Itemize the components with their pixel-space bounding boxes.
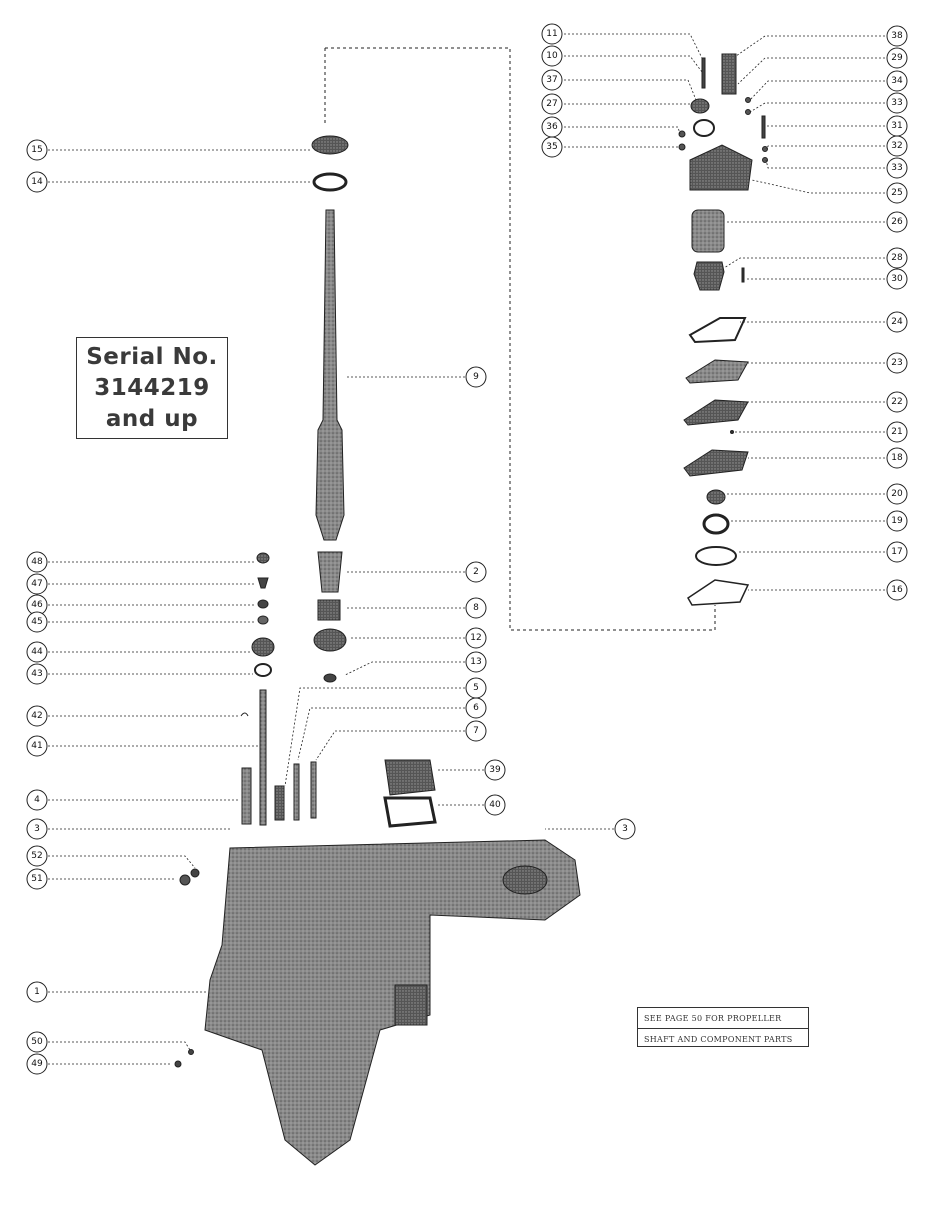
pump-cover — [690, 145, 752, 190]
svg-text:4: 4 — [34, 795, 40, 805]
svg-text:47: 47 — [31, 579, 43, 589]
svg-text:24: 24 — [891, 317, 903, 327]
gasket-upper — [690, 318, 745, 342]
svg-text:29: 29 — [891, 53, 903, 63]
callout-36 — [542, 117, 562, 137]
callout-49 — [27, 1054, 47, 1074]
svg-text:5: 5 — [473, 683, 479, 693]
callout-27 — [542, 94, 562, 114]
svg-text:15: 15 — [31, 145, 43, 155]
callout-35 — [542, 137, 562, 157]
svg-text:32: 32 — [891, 141, 903, 151]
callout-9 — [466, 367, 486, 387]
impeller — [694, 262, 724, 290]
callout-42 — [27, 706, 47, 726]
svg-text:13: 13 — [470, 657, 482, 667]
svg-text:33: 33 — [891, 98, 903, 108]
callout-15 — [27, 140, 47, 160]
callout-4 — [27, 790, 47, 810]
dashed-connector — [325, 48, 715, 630]
reference-note — [637, 1007, 809, 1047]
svg-text:34: 34 — [891, 76, 903, 86]
svg-text:49: 49 — [31, 1059, 43, 1069]
gasket-lower — [684, 400, 748, 425]
svg-text:27: 27 — [546, 99, 558, 109]
callout-50 — [27, 1032, 47, 1052]
reference-note-line-1: SEE PAGE 50 FOR PROPELLER — [644, 1013, 782, 1023]
callout-26 — [887, 212, 907, 232]
svg-text:46: 46 — [31, 600, 43, 610]
callout-33-a — [887, 93, 907, 113]
svg-text:1: 1 — [34, 987, 40, 997]
callout-39 — [485, 760, 505, 780]
callout-23 — [887, 353, 907, 373]
svg-text:41: 41 — [31, 741, 43, 751]
callout-30 — [887, 269, 907, 289]
callout-33-b — [887, 158, 907, 178]
shift-parts-group — [241, 553, 316, 825]
o-ring — [314, 174, 346, 190]
svg-text:21: 21 — [891, 427, 903, 437]
callout-48 — [27, 552, 47, 572]
svg-text:40: 40 — [489, 800, 501, 810]
svg-text:9: 9 — [473, 372, 479, 382]
svg-text:6: 6 — [473, 703, 479, 713]
svg-text:37: 37 — [546, 75, 558, 85]
svg-text:28: 28 — [891, 253, 903, 263]
svg-text:23: 23 — [891, 358, 903, 368]
callout-24 — [887, 312, 907, 332]
svg-text:19: 19 — [891, 516, 903, 526]
callout-12 — [466, 628, 486, 648]
svg-text:3: 3 — [622, 824, 628, 834]
callout-44 — [27, 642, 47, 662]
svg-text:33: 33 — [891, 163, 903, 173]
svg-text:20: 20 — [891, 489, 903, 499]
svg-text:26: 26 — [891, 217, 903, 227]
callout-14 — [27, 172, 47, 192]
svg-text:39: 39 — [489, 765, 501, 775]
callout-45 — [27, 612, 47, 632]
callout-3-left — [27, 819, 47, 839]
face-plate — [686, 360, 748, 383]
callout-11 — [542, 24, 562, 44]
callout-20 — [887, 484, 907, 504]
gasket-pair — [385, 760, 435, 826]
svg-text:14: 14 — [31, 177, 43, 187]
callout-43 — [27, 664, 47, 684]
svg-text:30: 30 — [891, 274, 903, 284]
svg-text:12: 12 — [470, 633, 482, 643]
callout-51 — [27, 869, 47, 889]
serial-line-2: 3144219 — [94, 374, 210, 401]
callout-7 — [466, 721, 486, 741]
callout-25 — [887, 183, 907, 203]
svg-text:22: 22 — [891, 397, 903, 407]
callout-17 — [887, 542, 907, 562]
svg-text:43: 43 — [31, 669, 43, 679]
svg-text:36: 36 — [546, 122, 558, 132]
drive-shaft-group — [312, 136, 348, 682]
svg-text:52: 52 — [31, 851, 43, 861]
callout-32 — [887, 136, 907, 156]
svg-text:51: 51 — [31, 874, 43, 884]
svg-text:25: 25 — [891, 188, 903, 198]
svg-text:3: 3 — [34, 824, 40, 834]
gear-housing — [175, 840, 580, 1165]
serial-number-note — [76, 337, 228, 439]
svg-text:44: 44 — [31, 647, 43, 657]
callout-2 — [466, 562, 486, 582]
serial-line-3: and up — [105, 405, 199, 432]
callout-37 — [542, 70, 562, 90]
callout-18 — [887, 448, 907, 468]
svg-text:45: 45 — [31, 617, 43, 627]
water-pump-group — [679, 54, 768, 605]
callout-3-right — [615, 819, 635, 839]
callout-29 — [887, 48, 907, 68]
callout-13 — [466, 652, 486, 672]
svg-text:35: 35 — [546, 142, 558, 152]
callout-8 — [466, 598, 486, 618]
pump-insert — [692, 210, 724, 252]
callout-19 — [887, 511, 907, 531]
callout-38 — [887, 26, 907, 46]
callout-52 — [27, 846, 47, 866]
svg-text:42: 42 — [31, 711, 43, 721]
svg-text:48: 48 — [31, 557, 43, 567]
svg-text:8: 8 — [473, 603, 479, 613]
svg-text:10: 10 — [546, 51, 558, 61]
callout-34 — [887, 71, 907, 91]
svg-text:17: 17 — [891, 547, 903, 557]
callout-10 — [542, 46, 562, 66]
callout-28 — [887, 248, 907, 268]
callout-5 — [466, 678, 486, 698]
svg-text:18: 18 — [891, 453, 903, 463]
svg-text:38: 38 — [891, 31, 903, 41]
svg-text:31: 31 — [891, 121, 903, 131]
svg-text:11: 11 — [546, 29, 558, 39]
pinion-gear — [314, 629, 346, 651]
serial-line-1: Serial No. — [86, 343, 218, 370]
callout-31 — [887, 116, 907, 136]
upper-bushing — [312, 136, 348, 154]
callout-41 — [27, 736, 47, 756]
needle-bearing — [318, 600, 340, 620]
drive-shaft-bearing — [318, 552, 342, 592]
callout-16 — [887, 580, 907, 600]
callout-22 — [887, 392, 907, 412]
callout-1 — [27, 982, 47, 1002]
callout-40 — [485, 795, 505, 815]
reference-note-line-2: SHAFT AND COMPONENT PARTS — [638, 1028, 808, 1049]
pump-base — [684, 450, 748, 476]
svg-text:50: 50 — [31, 1037, 43, 1047]
svg-text:7: 7 — [473, 726, 479, 736]
pinion-nut — [324, 674, 336, 682]
svg-text:2: 2 — [473, 567, 479, 577]
callout-6 — [466, 698, 486, 718]
svg-text:16: 16 — [891, 585, 903, 595]
callout-47 — [27, 574, 47, 594]
drive-shaft — [316, 210, 344, 540]
callout-21 — [887, 422, 907, 442]
